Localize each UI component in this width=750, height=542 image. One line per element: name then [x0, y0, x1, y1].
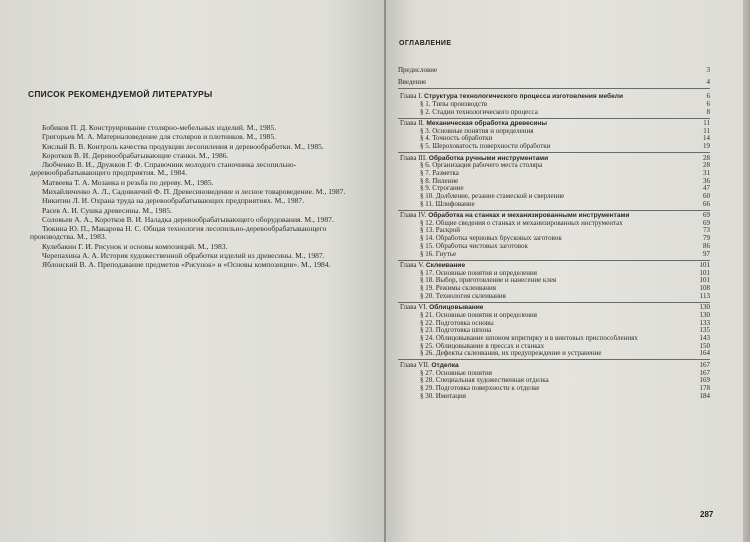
toc-page-number: 178 [699, 384, 710, 392]
toc-chapter-row [398, 212, 710, 220]
toc-entry-text: § 4. Точность обработки [420, 135, 493, 143]
toc-chapter-label [400, 212, 629, 220]
toc-section-row [398, 312, 710, 320]
toc-page-number: 167 [699, 369, 710, 377]
chapter-prefix: Глава I. [400, 93, 423, 101]
toc-entry-text: § 13. Раскрой [420, 227, 461, 235]
toc-page-number: 47 [703, 185, 710, 193]
toc-section-row [398, 143, 710, 151]
chapter-rule [398, 210, 710, 211]
toc-page-number: 130 [699, 304, 710, 312]
toc-section-row [398, 277, 710, 285]
toc-section-row [398, 370, 710, 378]
literature-item: Черепахина А. А. История художественной обработки изделий из древесины. М., 1987. [42, 250, 325, 260]
toc-chapter-label [400, 93, 623, 101]
toc-entry-text: § 17. Основные понятия и определения [420, 269, 537, 277]
toc-section-row [398, 101, 710, 109]
toc-chapter-label [400, 362, 459, 370]
toc-chapter-row [398, 155, 710, 163]
toc-entry-text: § 15. Обработка чистовых заготовок [420, 242, 528, 250]
toc-section-row [398, 393, 710, 401]
literature-item: Никитин Л. И. Охрана труда на деревообрабатывающих предприятиях. М., 1987. [42, 196, 305, 206]
toc-page-number: 69 [703, 212, 710, 220]
chapter-title: Механическая обработка древесины [426, 119, 548, 127]
page-number: 287 [700, 510, 714, 519]
toc-page-number: 60 [703, 192, 710, 200]
toc-section-row [398, 343, 710, 351]
literature-item: Коротков В. И. Деревообрабатывающие станки. М., 1986. [42, 150, 229, 160]
toc-section-row [398, 128, 710, 136]
toc-section-row [398, 327, 710, 335]
chapter-rule [398, 118, 710, 119]
chapter-prefix: Глава IV. [400, 212, 427, 220]
toc-page-number: 101 [699, 269, 710, 277]
table-of-contents [398, 67, 710, 400]
toc-entry-text: § 20. Технология склеивания [420, 292, 506, 300]
toc-page-number: 6 [706, 100, 710, 108]
toc-page-number: 11 [703, 127, 710, 135]
chapter-prefix: Глава II. [400, 119, 425, 127]
chapter-rule [398, 302, 710, 303]
toc-entry-text: § 19. Режимы склеивания [420, 285, 497, 293]
chapter-title: Облицовывание [429, 304, 484, 312]
literature-item: Михайличенко А. Л., Садовничий Ф. П. Древесиноведение и лесное товароведение. М., 1987. [42, 186, 346, 196]
toc-entry-text: § 27. Основные понятия [420, 369, 493, 377]
literature-item: Тюкина Ю. П., Макарова Н. С. Общая технология лесопильно-деревообрабатывающего производства. М., 1983. [30, 224, 327, 242]
toc-entry-text: § 10. Долбление, резание стамеской и сверление [420, 192, 565, 200]
chapter-title: Структура технологического процесса изготовления мебели [424, 93, 624, 101]
toc-section-row [398, 251, 710, 259]
literature-item: Кулебакин Г. И. Рисунок и основы композиций. М., 1983. [42, 241, 228, 251]
chapter-prefix: Глава VI. [400, 304, 428, 312]
toc-page-number: 73 [703, 227, 710, 235]
toc-page-number: 133 [699, 319, 710, 327]
toc-entry-text: § 26. Дефекты склеивания, их предупреждение и устранение [420, 350, 602, 358]
toc-page-number: 86 [703, 242, 710, 250]
toc-chapter-row [398, 120, 710, 128]
toc-chapter-label [400, 304, 483, 312]
toc-section-row [398, 285, 710, 293]
toc-page-number: 113 [699, 292, 710, 300]
toc-entry-text: § 22. Подготовка основы [420, 319, 494, 327]
chapter-title: Обработка ручными инструментами [428, 154, 549, 162]
toc-section-row [398, 270, 710, 278]
toc-page-number: 28 [703, 162, 710, 170]
literature-item: Кислый В. В. Контроль качества продукции лесопиления и деревообработки. М., 1985. [42, 141, 324, 151]
toc-entry-text: § 9. Строгание [420, 185, 464, 193]
chapter-title: Склеивание [425, 262, 466, 270]
toc-entry-text: § 24. Облицовывание шпоном впритирку и в винтовых приспособлениях [420, 334, 638, 342]
chapter-rule [398, 88, 710, 89]
toc-chapter-row [398, 362, 710, 370]
toc-page-number: 8 [706, 108, 710, 116]
toc-entry-text: Введение [398, 78, 427, 86]
toc-section-row [398, 320, 710, 328]
toc-section-row [398, 193, 710, 201]
toc-entry-text: § 6. Организация рабочего места столяра [420, 162, 543, 170]
toc-page-number: 14 [703, 135, 710, 143]
toc-row [398, 79, 710, 87]
toc-chapter-row [398, 262, 710, 270]
toc-page-number: 164 [699, 350, 710, 358]
toc-page-number: 135 [699, 327, 710, 335]
toc-page-number: 11 [703, 119, 710, 127]
toc-section-row [398, 162, 710, 170]
toc-page-number: 143 [699, 334, 710, 342]
toc-section-row [398, 220, 710, 228]
toc-section-row [398, 243, 710, 251]
literature-item: Соловьев А. А., Коротков В. И. Наладка деревообрабатывающего оборудования. М., 1987. [42, 214, 334, 224]
toc-chapter-label [400, 120, 547, 128]
literature-item: Бобиков П. Д. Конструирование столярно-мебельных изделий. М., 1985. [42, 123, 277, 132]
toc-entry-text: § 28. Специальная художественная отделка [420, 377, 549, 385]
toc-page-number: 31 [703, 169, 710, 177]
toc-page-number: 167 [699, 361, 710, 369]
toc-section-row [398, 293, 710, 301]
toc-page-number: 3 [706, 67, 710, 74]
literature-list [30, 124, 365, 271]
toc-section-row [398, 385, 710, 393]
toc-entry-text: § 12. Общие сведения о станках и механизированных инструментах [420, 219, 623, 227]
toc-entry-text: § 8. Пиление [420, 177, 459, 185]
toc-page-number: 150 [699, 342, 710, 350]
toc-section-row [398, 377, 710, 385]
toc-entry-text: § 29. Подготовка поверхности к отделке [420, 384, 540, 392]
toc-section-row [398, 235, 710, 243]
toc-entry-text: § 2. Стадии технологического процесса [420, 108, 538, 116]
toc-page-number: 36 [703, 177, 710, 185]
literature-item: Матвеева Т. А. Мозаика и резьба по дереву. М., 1985. [42, 177, 214, 187]
chapter-rule [398, 359, 710, 360]
toc-entry-text: § 5. Шероховатость поверхности обработки [420, 143, 551, 151]
toc-entry-text: § 7. Разметка [420, 169, 459, 177]
toc-section-row [398, 170, 710, 178]
toc-entry-text: § 1. Типы производств [420, 100, 488, 108]
toc-chapter-row [398, 93, 710, 101]
toc-entry-text: § 14. Обработка черновых брусковых заготовок [420, 235, 562, 243]
toc-entry-text: § 30. Имитация [420, 392, 466, 400]
toc-page-number: 6 [706, 93, 710, 101]
literature-item: Григорьев М. А. Материаловедение для столяров и плотников. М., 1985. [42, 132, 277, 142]
toc-page-number: 101 [699, 262, 710, 270]
contents-heading: ОГЛАВЛЕНИЕ [399, 40, 452, 47]
toc-entry-text: § 18. Выбор, приготовление и нанесение клея [420, 277, 557, 285]
toc-page-number: 130 [699, 311, 710, 319]
toc-page-number: 28 [703, 154, 710, 162]
chapter-title: Обработка на станках и механизированными инструментами [428, 212, 630, 220]
literature-item: Расев А. И. Сушка древесины. М., 1985. [42, 205, 172, 215]
toc-section-row [398, 135, 710, 143]
toc-page-number: 4 [706, 78, 710, 86]
toc-section-row [398, 350, 710, 358]
toc-page-number: 97 [703, 250, 710, 258]
toc-section-row [398, 185, 710, 193]
toc-page-number: 19 [703, 143, 710, 151]
chapter-title: Отделка [431, 361, 459, 369]
toc-page-number: 69 [703, 219, 710, 227]
toc-chapter-label [400, 262, 465, 270]
toc-page-number: 101 [699, 277, 710, 285]
toc-page-number: 66 [703, 200, 710, 208]
toc-section-row [398, 178, 710, 186]
toc-entry-text: § 21. Основные понятия и определения [420, 311, 537, 319]
toc-page-number: 108 [699, 285, 710, 293]
toc-entry-text: § 25. Облицовывание в прессах и станках [420, 342, 545, 350]
page-edges [743, 0, 750, 542]
literature-item: Яблонский В. А. Преподавание предметов «Рисунок» и «Основы композиции». М., 1984. [42, 260, 331, 270]
chapter-prefix: Глава III. [400, 154, 427, 162]
literature-heading: СПИСОК РЕКОМЕНДУЕМОЙ ЛИТЕРАТУРЫ [28, 89, 213, 99]
toc-section-row [398, 109, 710, 117]
toc-entry-text: § 11. Шлифование [420, 200, 475, 208]
chapter-rule [398, 260, 710, 261]
toc-chapter-label [400, 155, 548, 163]
toc-section-row [398, 335, 710, 343]
toc-section-row [398, 201, 710, 209]
chapter-rule [398, 152, 710, 153]
toc-page-number: 169 [699, 377, 710, 385]
literature-item: Любченко В. И., Дружков Г. Ф. Справочник молодого станочника лесопильно-деревообрабатывающего предприятия. М., 1984. [30, 160, 297, 178]
chapter-prefix: Глава V. [400, 262, 425, 270]
toc-entry-text: § 23. Подготовка шпона [420, 327, 492, 335]
chapter-prefix: Глава VII. [400, 361, 430, 369]
toc-row [398, 67, 710, 75]
toc-entry-text: § 16. Гнутье [420, 250, 457, 258]
toc-section-row [398, 227, 710, 235]
toc-page-number: 184 [699, 392, 710, 400]
toc-chapter-row [398, 304, 710, 312]
toc-entry-text: § 3. Основные понятия и определения [420, 127, 534, 135]
toc-page-number: 79 [703, 235, 710, 243]
toc-entry-text: Предисловие [398, 67, 438, 74]
